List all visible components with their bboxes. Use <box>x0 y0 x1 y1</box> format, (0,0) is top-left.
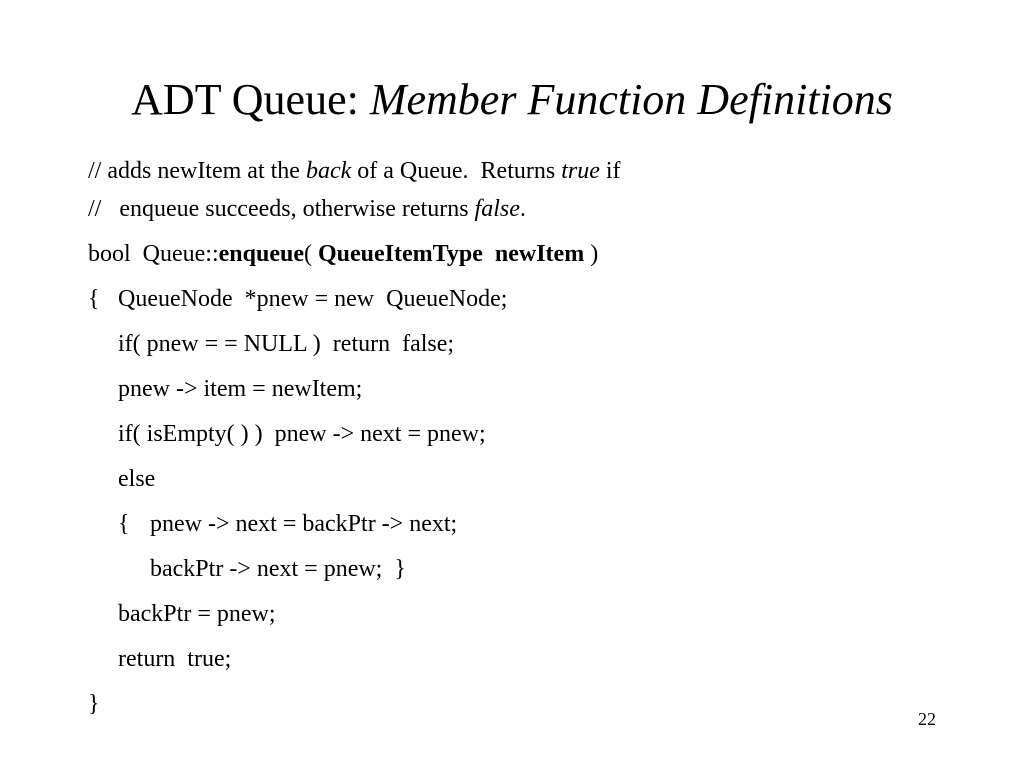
comment-line-2 <box>88 194 526 224</box>
comment-emphasis-false: false <box>474 196 520 222</box>
signature-paren: ) <box>584 241 599 267</box>
comment-emphasis-back: back <box>305 158 352 184</box>
comment-text: . <box>519 196 526 222</box>
code-line-7: backPtr -> next = pnew; } <box>150 556 406 582</box>
open-brace: { <box>88 286 100 312</box>
signature-parameter: QueueItemType newItem <box>318 241 585 267</box>
code-line-1: QueueNode *pnew = new QueueNode; <box>118 286 508 312</box>
signature-prefix: bool Queue:: <box>88 241 219 267</box>
comment-text: if <box>599 158 621 184</box>
title-italic: Member Function Definitions <box>369 75 893 124</box>
signature-paren: ( <box>304 241 318 267</box>
code-line-9: return true; <box>118 646 232 672</box>
title-plain: ADT Queue: <box>131 75 370 124</box>
comment-text: // enqueue succeeds, otherwise returns <box>88 196 475 222</box>
code-line-4: if( isEmpty( ) ) pnew -> next = pnew; <box>118 421 486 447</box>
code-line-6: pnew -> next = backPtr -> next; <box>150 511 458 537</box>
code-line-3: pnew -> item = newItem; <box>118 376 363 402</box>
signature-function-name: enqueue <box>218 241 304 267</box>
inner-open-brace: { <box>118 511 130 537</box>
function-signature <box>88 239 598 269</box>
page-number: 22 <box>918 709 936 729</box>
comment-text: // adds newItem at the <box>88 158 306 184</box>
slide-title <box>0 74 1024 126</box>
code-line-2: if( pnew = = NULL ) return false; <box>118 331 455 357</box>
code-line-5: else <box>118 466 156 492</box>
comment-line-1 <box>88 156 621 186</box>
close-brace: } <box>88 691 100 717</box>
comment-emphasis-true: true <box>561 158 600 184</box>
code-line-8: backPtr = pnew; <box>118 601 276 627</box>
comment-text: of a Queue. Returns <box>351 158 562 184</box>
